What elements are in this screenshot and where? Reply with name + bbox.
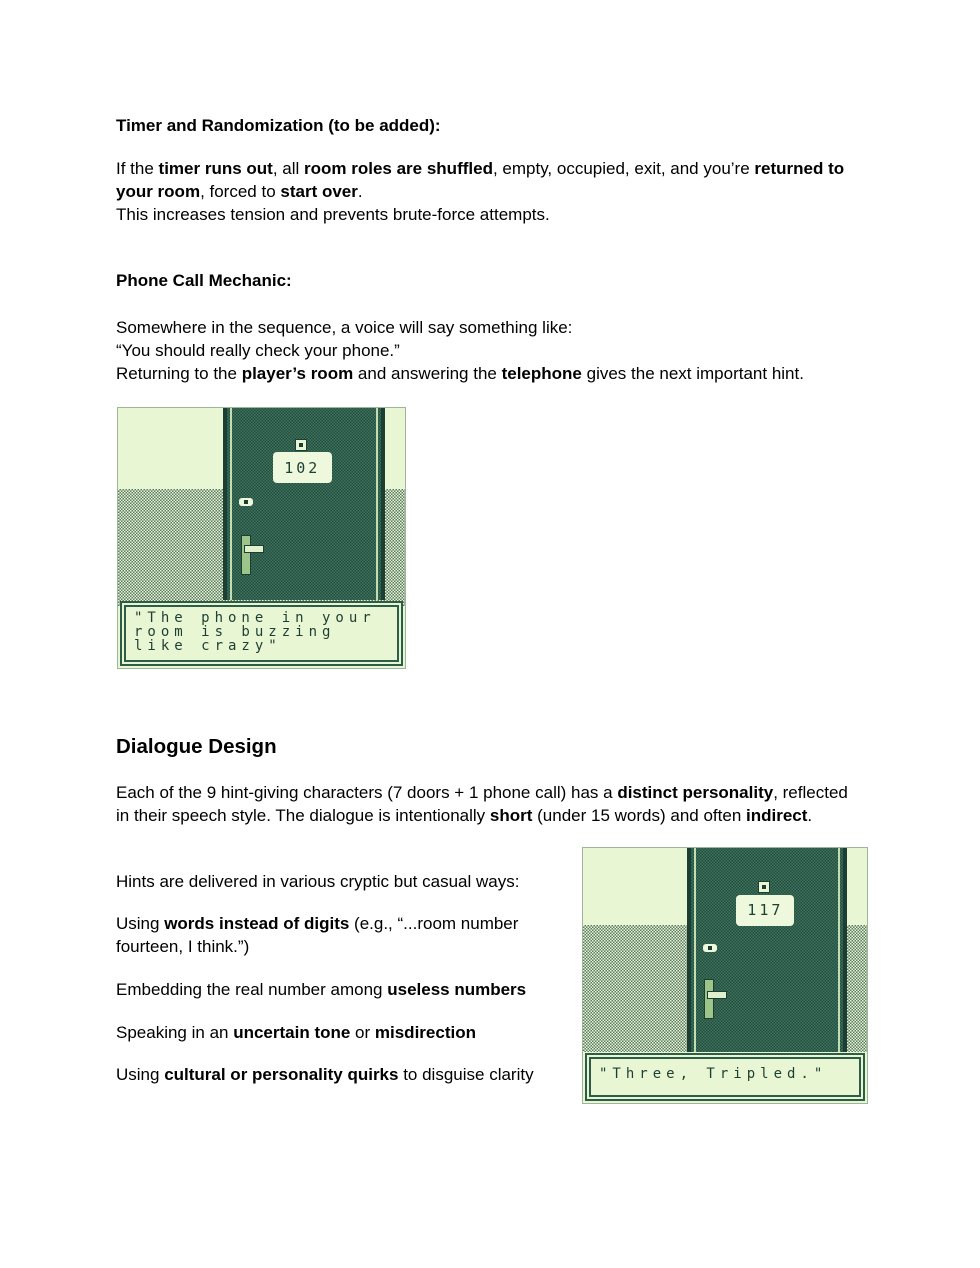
peephole-icon (758, 881, 770, 893)
door-handle-icon (241, 535, 251, 575)
hint-way-1: Using words instead of digits (e.g., “...room number fourteen, I think.”) (116, 914, 519, 956)
door-number-plate: 102 (273, 452, 332, 483)
lock-icon (703, 944, 717, 952)
dialogue-paragraph: Each of the 9 hint-giving characters (7 doors + 1 phone call) has a distinct personality, reflected in their speech style. The dialogue is intentionally short (under 15 words) and often indirect. (116, 783, 848, 825)
hints-intro: Hints are delivered in various cryptic but casual ways: (116, 872, 520, 891)
door-lever-icon (707, 991, 727, 999)
door-number-plate: 117 (736, 895, 794, 926)
dialogue-box (120, 601, 403, 666)
phone-paragraph: Somewhere in the sequence, a voice will say something like: “You should really check your phone.” Returning to the player’s room and answering the telephone gives the next important hint. (116, 318, 804, 383)
game-screenshot-door-117 (582, 847, 868, 1104)
hint-way-3: Speaking in an uncertain tone or misdirection (116, 1023, 476, 1042)
dialogue-text: "Three, Tripled." (589, 1057, 861, 1097)
hint-way-4: Using cultural or personality quirks to disguise clarity (116, 1065, 534, 1084)
door (687, 848, 847, 1052)
lock-icon (239, 498, 253, 506)
timer-heading: Timer and Randomization (to be added): (116, 116, 441, 135)
door-lever-icon (244, 545, 264, 553)
game-screenshot-phone-hint (117, 407, 406, 669)
dialogue-text: "The phone in your room is buzzing like crazy" (124, 605, 399, 662)
hint-way-2: Embedding the real number among useless numbers (116, 980, 527, 999)
timer-paragraph: If the timer runs out, all room roles are shuffled, empty, occupied, exit, and you’re returned to your room, forced to start over. This increases tension and prevents brute-force attempts. (116, 159, 845, 224)
section-heading: Dialogue Design (116, 735, 277, 758)
peephole-icon (295, 439, 307, 451)
dialogue-box (585, 1053, 865, 1101)
door (223, 408, 385, 600)
phone-heading: Phone Call Mechanic: (116, 271, 292, 290)
